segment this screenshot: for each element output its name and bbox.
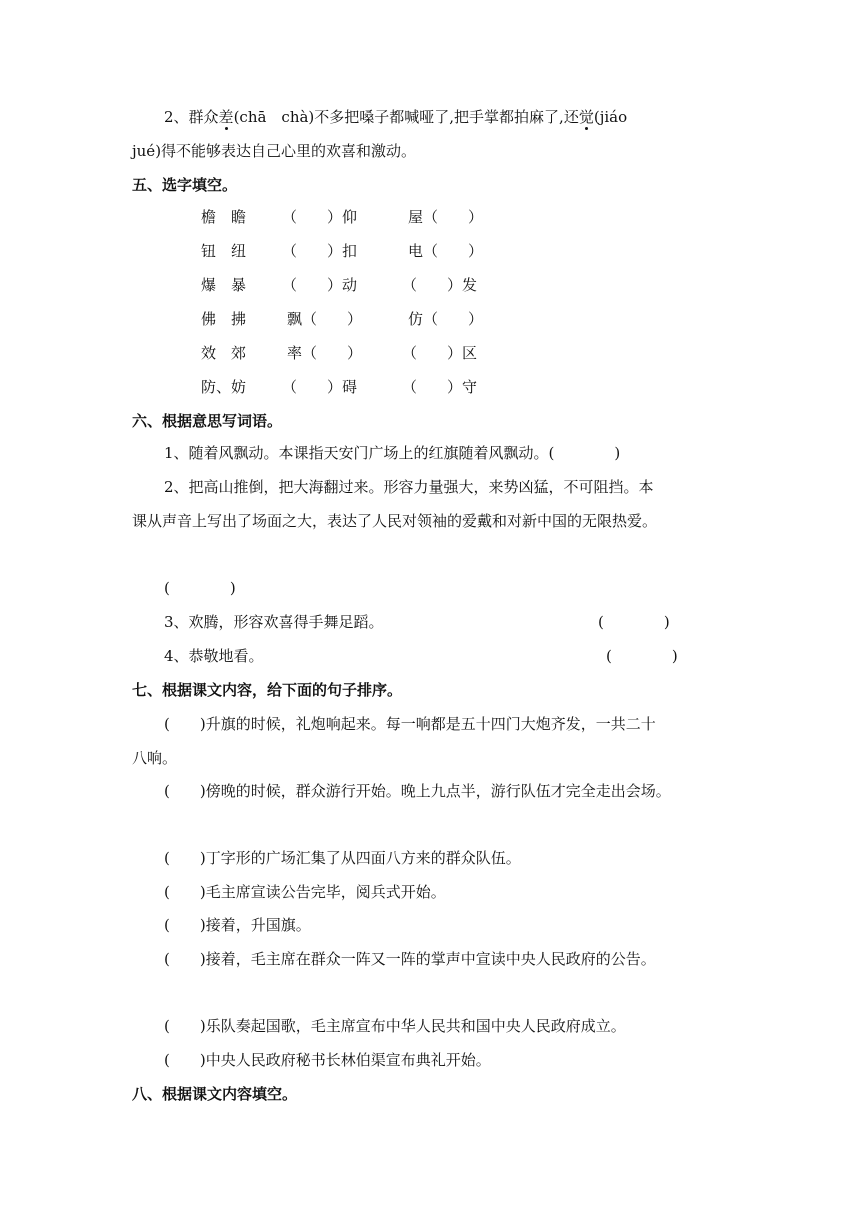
section7-sentence3: ( )丁字形的广场汇集了从四面八方来的群众队伍。 bbox=[164, 849, 521, 867]
dotted-char-cha: 差 bbox=[218, 108, 234, 126]
section7-sentence2: ( )傍晚的时候，群众游行开始。晚上九点半，游行队伍才完全走出会场。 bbox=[164, 782, 671, 800]
section5-heading: 五、选字填空。 bbox=[132, 176, 238, 194]
section7-sentence1-line2: 八响。 bbox=[132, 749, 178, 767]
section7-sentence8: ( )中央人民政府秘书长林伯渠宣布典礼开始。 bbox=[164, 1051, 491, 1069]
row4-blank-b[interactable]: 仿（ ） bbox=[408, 310, 484, 328]
row6-blank-a[interactable]: （ ）碍 bbox=[282, 378, 358, 396]
section7-sentence7: ( )乐队奏起国歌，毛主席宣布中华人民共和国中央人民政府成立。 bbox=[164, 1017, 626, 1035]
section6-item4-blank[interactable]: ( ) bbox=[606, 647, 678, 665]
section7-sentence1-line1: ( )升旗的时候，礼炮响起来。每一响都是五十四门大炮齐发，一共二十 bbox=[164, 715, 656, 733]
row5-blank-a[interactable]: 率（ ） bbox=[287, 344, 363, 362]
row1-chars: 檐 瞻 bbox=[201, 208, 247, 226]
row6-blank-b[interactable]: （ ）守 bbox=[402, 378, 478, 396]
row3-blank-b[interactable]: （ ）发 bbox=[402, 276, 478, 294]
section6-heading: 六、根据意思写词语。 bbox=[132, 412, 283, 430]
section6-item4: 4、恭敬地看。 bbox=[164, 647, 264, 665]
row2-blank-a[interactable]: （ ）扣 bbox=[282, 242, 358, 260]
q4-item2-text-c: (jiáo bbox=[593, 108, 628, 126]
row4-chars: 佛 拂 bbox=[201, 310, 247, 328]
row1-blank-a[interactable]: （ ）仰 bbox=[282, 208, 358, 226]
row3-blank-a[interactable]: （ ）动 bbox=[282, 276, 358, 294]
section7-heading: 七、根据课文内容，给下面的句子排序。 bbox=[132, 681, 403, 699]
row3-chars: 爆 暴 bbox=[201, 276, 247, 294]
q4-item2-text-b: (chā chà)不多把嗓子都喊哑了,把手掌都拍麻了,还 bbox=[233, 108, 579, 126]
row5-blank-b[interactable]: （ ）区 bbox=[402, 344, 478, 362]
row1-blank-b[interactable]: 屋（ ） bbox=[408, 208, 484, 226]
row2-chars: 钮 纽 bbox=[201, 242, 247, 260]
section6-item2-line2: 课从声音上写出了场面之大，表达了人民对领袖的爱戴和对新中国的无限热爱。 bbox=[132, 512, 658, 530]
section6-item2-line1: 2、把高山推倒，把大海翻过来。形容力量强大，来势凶猛，不可阻挡。本 bbox=[164, 478, 654, 496]
section6-item1: 1、随着风飘动。本课指天安门广场上的红旗随着风飘动。( ) bbox=[164, 444, 621, 462]
section6-item3-blank[interactable]: ( ) bbox=[598, 613, 670, 631]
row2-blank-b[interactable]: 电（ ） bbox=[408, 242, 484, 260]
section6-item3: 3、欢腾，形容欢喜得手舞足蹈。 bbox=[164, 613, 384, 631]
q4-item2-line2: jué)得不能够表达自己心里的欢喜和激动。 bbox=[132, 142, 417, 160]
q4-item2-text-a: 2、群众 bbox=[164, 108, 219, 126]
q4-item2-line1 bbox=[164, 107, 627, 127]
section7-sentence4: ( )毛主席宣读公告完毕，阅兵式开始。 bbox=[164, 883, 446, 901]
section7-sentence5: ( )接着，升国旗。 bbox=[164, 916, 311, 934]
row5-chars: 效 郊 bbox=[201, 344, 247, 362]
section7-sentence6: ( )接着，毛主席在群众一阵又一阵的掌声中宣读中央人民政府的公告。 bbox=[164, 950, 656, 968]
section8-heading: 八、根据课文内容填空。 bbox=[132, 1085, 298, 1103]
section6-item2-blank[interactable]: ( ) bbox=[164, 579, 236, 597]
dotted-char-jue: 觉 bbox=[578, 108, 594, 126]
row6-chars: 防、妨 bbox=[201, 378, 247, 396]
row4-blank-a[interactable]: 飘（ ） bbox=[287, 310, 363, 328]
